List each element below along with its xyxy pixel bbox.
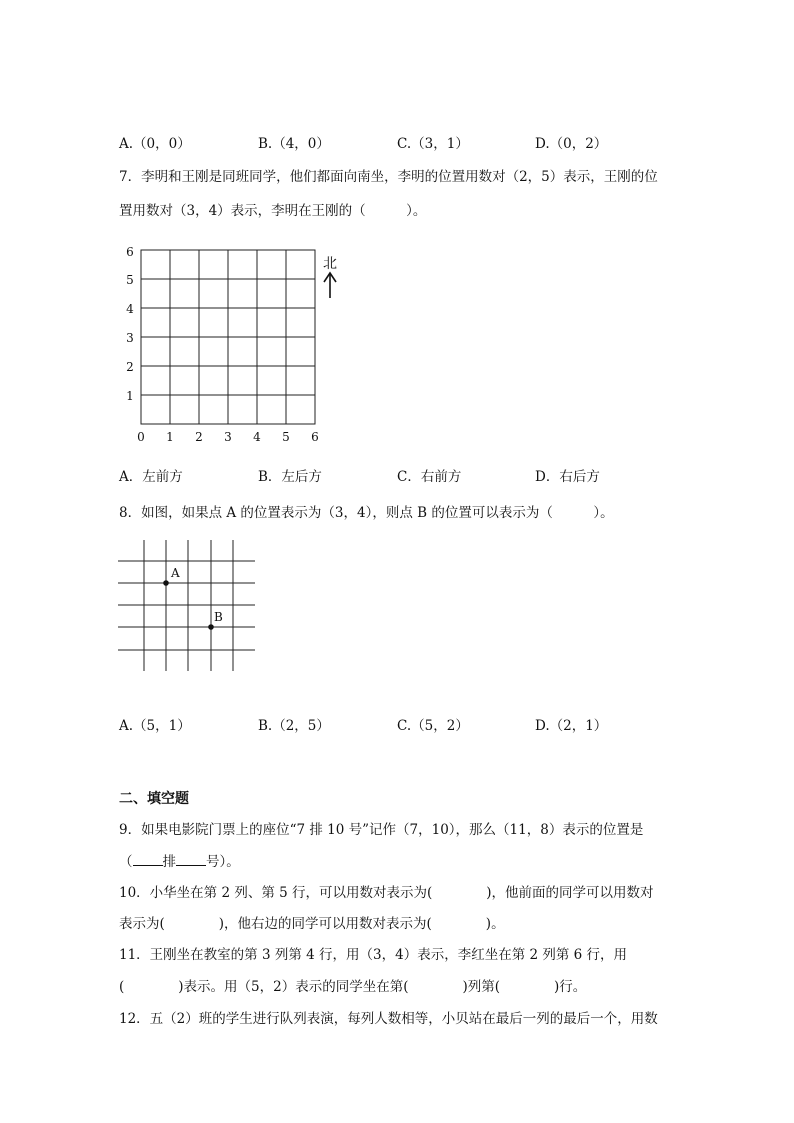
q8-option-a: A.（5，1） — [119, 718, 191, 734]
q10-text-line1: 10．小华坐在第 2 列、第 5 行，可以用数对表示为( )，他前面的同学可以用数对 — [119, 885, 654, 901]
q6-option-c: C.（3，1） — [397, 136, 469, 152]
q7-text-line2: 置用数对（3，4）表示，李明在王刚的（ ）。 — [119, 203, 427, 219]
point-a-label: A — [171, 566, 180, 580]
x-label-0: 0 — [137, 430, 145, 444]
q6-option-b: B.（4，0） — [258, 136, 330, 152]
q9-seat-word: 号）。 — [206, 854, 240, 870]
point-b-label: B — [214, 610, 223, 624]
y-label-1: 1 — [126, 389, 134, 403]
x-label-5: 5 — [282, 430, 290, 444]
q8-point-grid — [118, 538, 258, 678]
point-a — [163, 580, 169, 586]
q6-option-a: A.（0，0） — [119, 136, 191, 152]
x-label-1: 1 — [166, 430, 174, 444]
q7-coordinate-grid — [118, 240, 348, 444]
point-b — [208, 624, 214, 630]
q9-row-word: 排 — [162, 854, 176, 870]
north-arrow-icon — [324, 273, 336, 298]
x-label-3: 3 — [224, 430, 232, 444]
q8-text-line1: 8．如图，如果点 A 的位置表示为（3，4），则点 B 的位置可以表示为（ ）。 — [119, 505, 614, 521]
q9-blank-seat[interactable] — [176, 852, 206, 866]
q8-option-b: B.（2，5） — [258, 718, 330, 734]
q11-text-line2: ( )表示。用（5，2）表示的同学坐在第( )列第( )行。 — [119, 979, 587, 995]
q7-option-d: D．右后方 — [535, 469, 600, 485]
y-label-6: 6 — [126, 245, 134, 259]
q7-option-b: B．左后方 — [258, 469, 322, 485]
north-label: 北 — [323, 256, 337, 272]
q10-text-line2: 表示为( )，他右边的同学可以用数对表示为( )。 — [119, 916, 505, 932]
q8-option-c: C.（5，2） — [397, 718, 469, 734]
q9-blank-row[interactable] — [133, 852, 163, 866]
y-label-2: 2 — [126, 360, 134, 374]
q6-option-d: D.（0，2） — [535, 136, 608, 152]
q7-text-line1: 7．李明和王刚是同班同学，他们都面向南坐，李明的位置用数对（2，5）表示，王刚的位 — [119, 169, 658, 185]
y-label-3: 3 — [126, 331, 134, 345]
x-label-4: 4 — [253, 430, 261, 444]
q11-text-line1: 11．王刚坐在教室的第 3 列第 4 行，用（3，4）表示，李红坐在第 2 列第 6 行，用 — [119, 947, 628, 963]
y-label-5: 5 — [126, 273, 134, 287]
q8-option-d: D.（2，1） — [535, 718, 608, 734]
x-label-6: 6 — [311, 430, 319, 444]
q9-text-line1: 9．如果电影院门票上的座位“7 排 10 号”记作（7，10），那么（11，8）表示的位置是 — [119, 822, 644, 838]
q7-option-a: A．左前方 — [119, 469, 183, 485]
q9-text-line2 — [119, 852, 240, 871]
y-label-4: 4 — [126, 302, 134, 316]
q12-text-line1: 12．五（2）班的学生进行队列表演，每列人数相等，小贝站在最后一列的最后一个，用数 — [119, 1011, 658, 1027]
q7-option-c: C．右前方 — [397, 469, 462, 485]
section-title: 二、填空题 — [119, 791, 189, 807]
q9-open-paren: （ — [119, 854, 133, 870]
x-label-2: 2 — [195, 430, 203, 444]
